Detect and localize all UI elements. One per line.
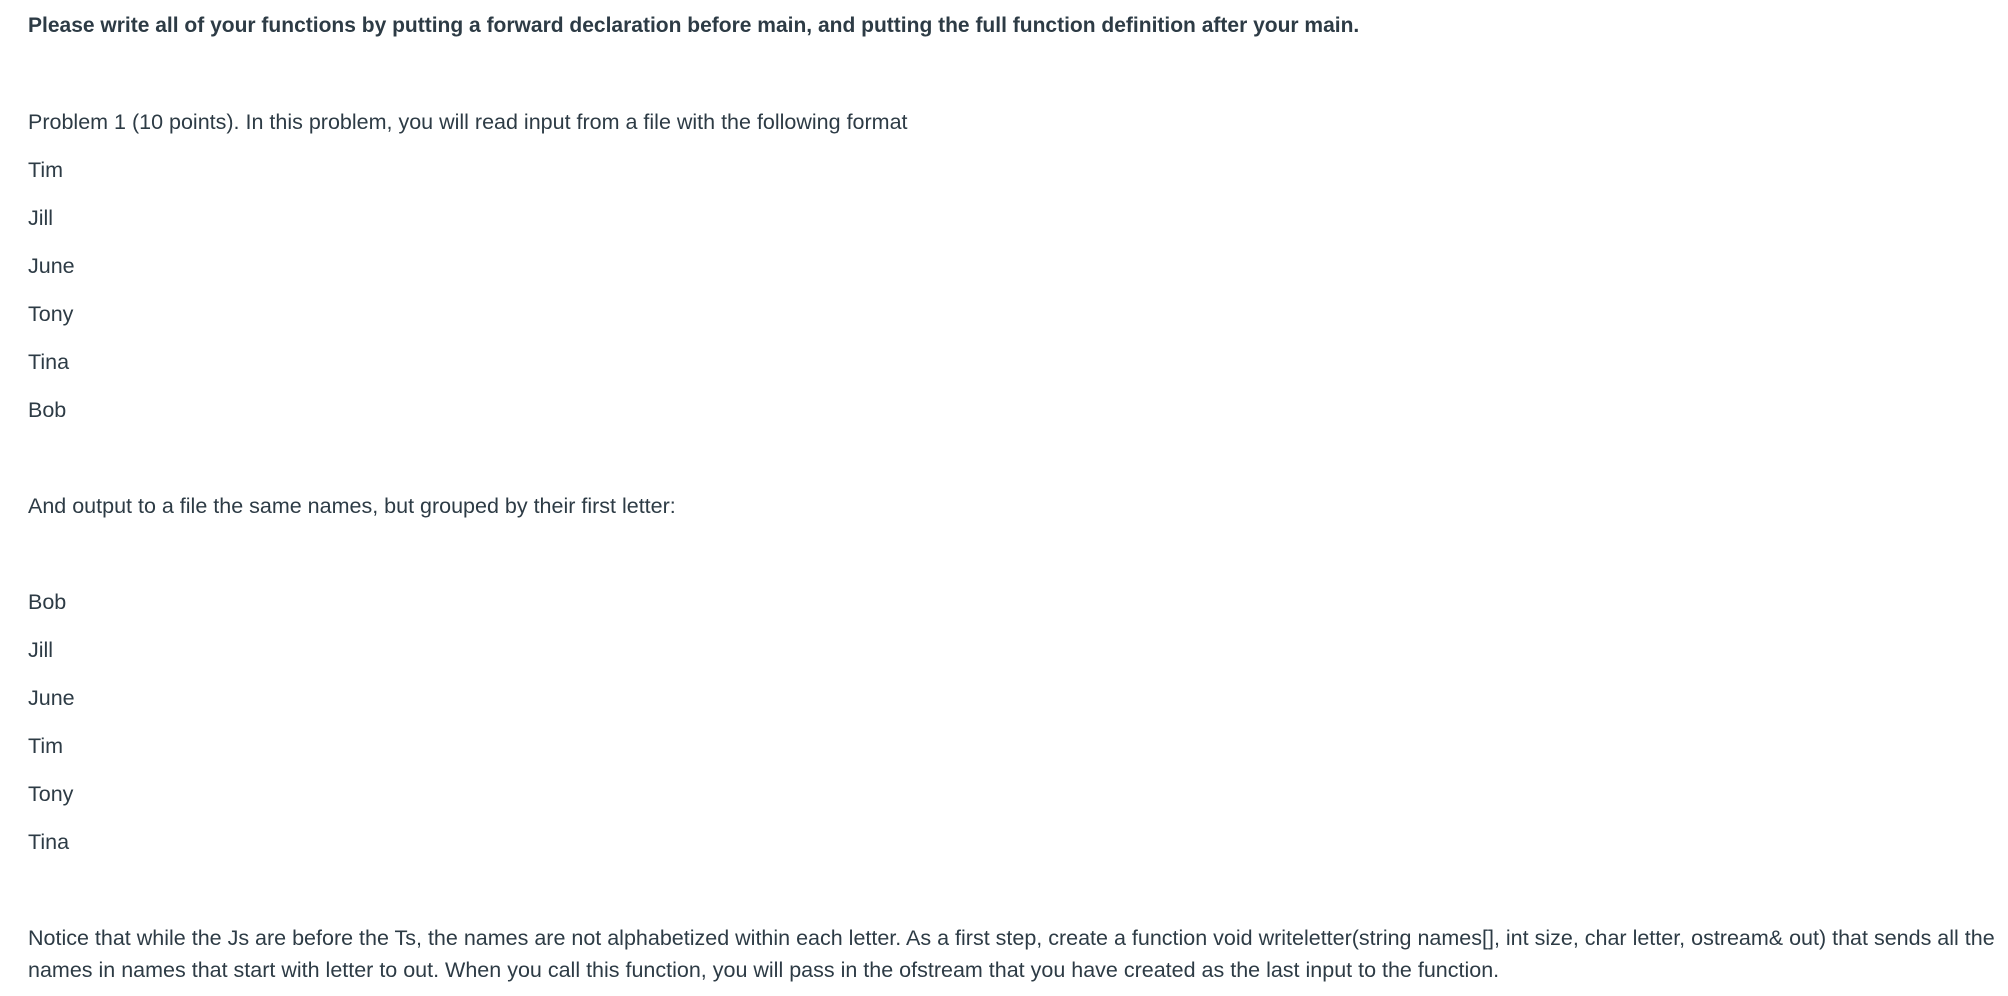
list-item: Jill xyxy=(28,638,54,662)
instructions-text: Please write all of your functions by putting a forward declaration before main, and putting the full function definition after your main. xyxy=(28,14,1360,37)
list-item: June xyxy=(28,254,75,278)
list-item: Bob xyxy=(28,590,67,614)
list-item: Tim xyxy=(28,158,64,182)
list-item: June xyxy=(28,686,75,710)
problem-1-intro: Problem 1 (10 points). In this problem, you will read input from a file with the following format xyxy=(28,110,908,134)
list-item: Tim xyxy=(28,734,64,758)
list-item: Bob xyxy=(28,398,67,422)
output-intro: And output to a file the same names, but grouped by their first letter: xyxy=(28,494,676,518)
list-item: Tony xyxy=(28,302,74,326)
list-item: Jill xyxy=(28,206,54,230)
list-item: Tony xyxy=(28,782,74,806)
list-item: Tina xyxy=(28,830,70,854)
notice-line-2: names in names that start with letter to out. When you call this function, you will pass in the ofstream that you have created as the last input to the function. xyxy=(28,958,1500,982)
list-item: Tina xyxy=(28,350,70,374)
notice-line-1: Notice that while the Js are before the Ts, the names are not alphabetized within each letter. As a first step, create a function void writeletter(string names[], int size, char letter, ostream& out) that sends all the xyxy=(28,926,1995,950)
